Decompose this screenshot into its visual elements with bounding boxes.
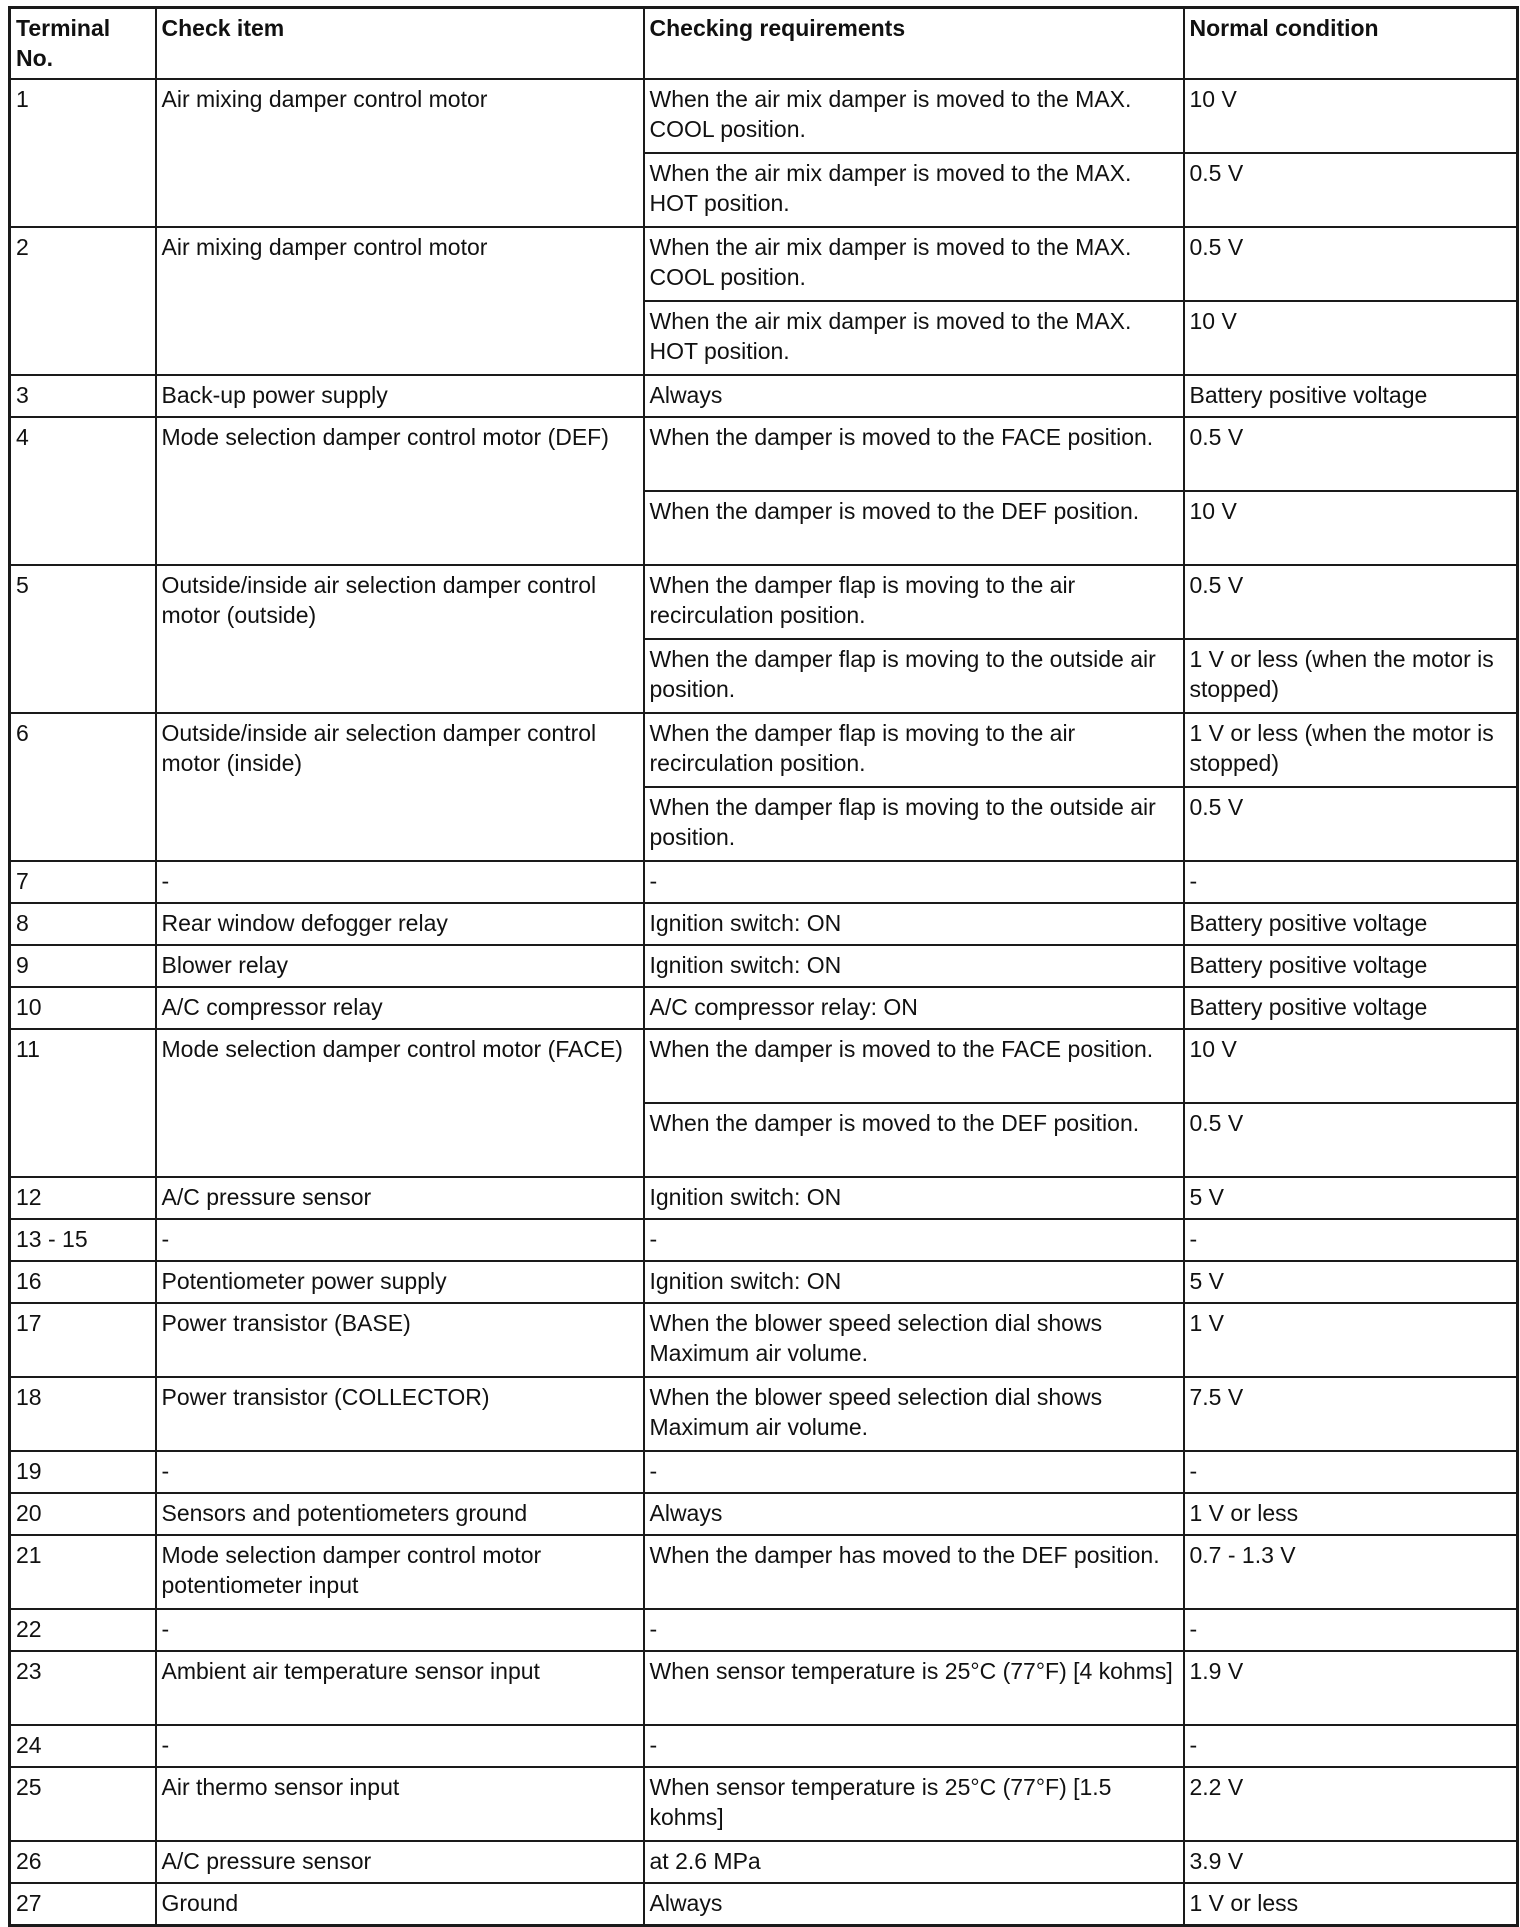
- checking-requirement-cell: When the damper has moved to the DEF position.: [644, 1535, 1184, 1609]
- check-item-cell: Air thermo sensor input: [156, 1767, 644, 1841]
- table-row: [10, 1725, 1518, 1767]
- checking-requirement-cell: Always: [644, 1493, 1184, 1535]
- check-item-cell: Mode selection damper control motor (FACE): [156, 1029, 644, 1177]
- check-item-cell: -: [156, 1609, 644, 1651]
- check-item-cell: Air mixing damper control motor: [156, 227, 644, 375]
- check-item-cell: Ambient air temperature sensor input: [156, 1651, 644, 1725]
- checking-requirement-cell: When the damper is moved to the FACE position.: [644, 417, 1184, 491]
- check-item-cell: -: [156, 861, 644, 903]
- table-row: [10, 1841, 1518, 1883]
- normal-condition-cell: 1 V or less: [1184, 1493, 1518, 1535]
- check-item-cell: Mode selection damper control motor (DEF): [156, 417, 644, 565]
- check-item-cell: Mode selection damper control motor potentiometer input: [156, 1535, 644, 1609]
- normal-condition-cell: 5 V: [1184, 1177, 1518, 1219]
- normal-condition-cell: Battery positive voltage: [1184, 903, 1518, 945]
- normal-condition-cell: -: [1184, 1609, 1518, 1651]
- terminal-number-cell: 5: [10, 565, 156, 713]
- normal-condition-cell: 0.7 - 1.3 V: [1184, 1535, 1518, 1609]
- normal-condition-cell: -: [1184, 1451, 1518, 1493]
- table-row: [10, 987, 1518, 1029]
- terminal-number-cell: 13 - 15: [10, 1219, 156, 1261]
- terminal-number-cell: 3: [10, 375, 156, 417]
- checking-requirement-cell: When the damper flap is moving to the air recirculation position.: [644, 565, 1184, 639]
- check-item-cell: Rear window defogger relay: [156, 903, 644, 945]
- terminal-number-cell: 7: [10, 861, 156, 903]
- terminal-number-cell: 6: [10, 713, 156, 861]
- header-check-item: Check item: [156, 8, 644, 80]
- terminal-number-cell: 18: [10, 1377, 156, 1451]
- check-item-cell: Power transistor (BASE): [156, 1303, 644, 1377]
- normal-condition-cell: 0.5 V: [1184, 1103, 1518, 1177]
- terminal-number-cell: 26: [10, 1841, 156, 1883]
- checking-requirement-cell: Ignition switch: ON: [644, 1177, 1184, 1219]
- table-row: [10, 1219, 1518, 1261]
- checking-requirement-cell: When sensor temperature is 25°C (77°F) [1.5 kohms]: [644, 1767, 1184, 1841]
- terminal-number-cell: 25: [10, 1767, 156, 1841]
- table-row: [10, 945, 1518, 987]
- normal-condition-cell: -: [1184, 1725, 1518, 1767]
- table-body: [10, 79, 1518, 1926]
- terminal-number-cell: 27: [10, 1883, 156, 1926]
- normal-condition-cell: 2.2 V: [1184, 1767, 1518, 1841]
- terminal-number-cell: 2: [10, 227, 156, 375]
- checking-requirement-cell: Ignition switch: ON: [644, 903, 1184, 945]
- checking-requirement-cell: When the damper flap is moving to the outside air position.: [644, 787, 1184, 861]
- normal-condition-cell: 0.5 V: [1184, 227, 1518, 301]
- terminal-number-cell: 22: [10, 1609, 156, 1651]
- checking-requirement-cell: When the damper is moved to the FACE position.: [644, 1029, 1184, 1103]
- normal-condition-cell: Battery positive voltage: [1184, 375, 1518, 417]
- terminal-number-cell: 9: [10, 945, 156, 987]
- normal-condition-cell: 1.9 V: [1184, 1651, 1518, 1725]
- normal-condition-cell: 1 V: [1184, 1303, 1518, 1377]
- table-row: [10, 1377, 1518, 1451]
- table-row: [10, 1609, 1518, 1651]
- table-row: [10, 903, 1518, 945]
- checking-requirement-cell: When the damper flap is moving to the air recirculation position.: [644, 713, 1184, 787]
- normal-condition-cell: 10 V: [1184, 1029, 1518, 1103]
- check-item-cell: Back-up power supply: [156, 375, 644, 417]
- table-row: [10, 1767, 1518, 1841]
- checking-requirement-cell: When the air mix damper is moved to the MAX. COOL position.: [644, 227, 1184, 301]
- terminal-number-cell: 23: [10, 1651, 156, 1725]
- table-row: [10, 1651, 1518, 1725]
- table-row: [10, 79, 1518, 153]
- terminal-number-cell: 1: [10, 79, 156, 227]
- checking-requirement-cell: -: [644, 1451, 1184, 1493]
- checking-requirement-cell: When the damper flap is moving to the outside air position.: [644, 639, 1184, 713]
- table-row: [10, 375, 1518, 417]
- check-item-cell: Air mixing damper control motor: [156, 79, 644, 227]
- table-row: [10, 1883, 1518, 1926]
- terminal-number-cell: 8: [10, 903, 156, 945]
- check-item-cell: -: [156, 1725, 644, 1767]
- table-header: [10, 8, 1518, 80]
- normal-condition-cell: Battery positive voltage: [1184, 945, 1518, 987]
- checking-requirement-cell: When sensor temperature is 25°C (77°F) [4 kohms]: [644, 1651, 1184, 1725]
- checking-requirement-cell: -: [644, 861, 1184, 903]
- check-item-cell: Outside/inside air selection damper control motor (outside): [156, 565, 644, 713]
- checking-requirement-cell: When the air mix damper is moved to the MAX. HOT position.: [644, 301, 1184, 375]
- table-row: [10, 861, 1518, 903]
- checking-requirement-cell: When the damper is moved to the DEF position.: [644, 491, 1184, 565]
- checking-requirement-cell: Ignition switch: ON: [644, 945, 1184, 987]
- terminal-number-cell: 16: [10, 1261, 156, 1303]
- table-row: [10, 1177, 1518, 1219]
- checking-requirement-cell: When the air mix damper is moved to the MAX. COOL position.: [644, 79, 1184, 153]
- terminal-number-cell: 20: [10, 1493, 156, 1535]
- terminal-number-cell: 12: [10, 1177, 156, 1219]
- terminal-number-cell: 24: [10, 1725, 156, 1767]
- checking-requirement-cell: A/C compressor relay: ON: [644, 987, 1184, 1029]
- normal-condition-cell: 3.9 V: [1184, 1841, 1518, 1883]
- table-row: [10, 1451, 1518, 1493]
- table-row: [10, 565, 1518, 639]
- checking-requirement-cell: When the air mix damper is moved to the MAX. HOT position.: [644, 153, 1184, 227]
- normal-condition-cell: 10 V: [1184, 79, 1518, 153]
- checking-requirement-cell: When the damper is moved to the DEF position.: [644, 1103, 1184, 1177]
- terminal-number-cell: 21: [10, 1535, 156, 1609]
- normal-condition-cell: -: [1184, 1219, 1518, 1261]
- header-terminal-no: Terminal No.: [10, 8, 156, 80]
- check-item-cell: -: [156, 1219, 644, 1261]
- checking-requirement-cell: -: [644, 1219, 1184, 1261]
- terminal-number-cell: 19: [10, 1451, 156, 1493]
- normal-condition-cell: 0.5 V: [1184, 153, 1518, 227]
- terminal-number-cell: 17: [10, 1303, 156, 1377]
- terminal-number-cell: 10: [10, 987, 156, 1029]
- check-item-cell: Outside/inside air selection damper control motor (inside): [156, 713, 644, 861]
- table-row: [10, 227, 1518, 301]
- checking-requirement-cell: Always: [644, 375, 1184, 417]
- table-row: [10, 1493, 1518, 1535]
- header-normal-condition: Normal condition: [1184, 8, 1518, 80]
- table-row: [10, 417, 1518, 491]
- checking-requirement-cell: -: [644, 1609, 1184, 1651]
- normal-condition-cell: 1 V or less (when the motor is stopped): [1184, 639, 1518, 713]
- check-item-cell: -: [156, 1451, 644, 1493]
- checking-requirement-cell: Always: [644, 1883, 1184, 1926]
- header-checking-requirements: Checking requirements: [644, 8, 1184, 80]
- terminal-number-cell: 4: [10, 417, 156, 565]
- normal-condition-cell: 0.5 V: [1184, 417, 1518, 491]
- check-item-cell: Sensors and potentiometers ground: [156, 1493, 644, 1535]
- check-item-cell: Blower relay: [156, 945, 644, 987]
- normal-condition-cell: 7.5 V: [1184, 1377, 1518, 1451]
- normal-condition-cell: Battery positive voltage: [1184, 987, 1518, 1029]
- check-item-cell: A/C pressure sensor: [156, 1177, 644, 1219]
- normal-condition-cell: 10 V: [1184, 301, 1518, 375]
- normal-condition-cell: 0.5 V: [1184, 787, 1518, 861]
- checking-requirement-cell: at 2.6 MPa: [644, 1841, 1184, 1883]
- check-item-cell: Potentiometer power supply: [156, 1261, 644, 1303]
- check-item-cell: Power transistor (COLLECTOR): [156, 1377, 644, 1451]
- normal-condition-cell: 1 V or less: [1184, 1883, 1518, 1926]
- table-row: [10, 1029, 1518, 1103]
- table-row: [10, 1535, 1518, 1609]
- check-item-cell: Ground: [156, 1883, 644, 1926]
- check-item-cell: A/C compressor relay: [156, 987, 644, 1029]
- table-row: [10, 713, 1518, 787]
- table-row: [10, 1303, 1518, 1377]
- normal-condition-cell: 5 V: [1184, 1261, 1518, 1303]
- checking-requirement-cell: When the blower speed selection dial shows Maximum air volume.: [644, 1377, 1184, 1451]
- normal-condition-cell: 10 V: [1184, 491, 1518, 565]
- terminal-check-table: [8, 6, 1519, 1927]
- check-item-cell: A/C pressure sensor: [156, 1841, 644, 1883]
- checking-requirement-cell: -: [644, 1725, 1184, 1767]
- normal-condition-cell: 0.5 V: [1184, 565, 1518, 639]
- normal-condition-cell: 1 V or less (when the motor is stopped): [1184, 713, 1518, 787]
- checking-requirement-cell: Ignition switch: ON: [644, 1261, 1184, 1303]
- header-row: [10, 8, 1518, 80]
- table-row: [10, 1261, 1518, 1303]
- normal-condition-cell: -: [1184, 861, 1518, 903]
- terminal-number-cell: 11: [10, 1029, 156, 1177]
- checking-requirement-cell: When the blower speed selection dial shows Maximum air volume.: [644, 1303, 1184, 1377]
